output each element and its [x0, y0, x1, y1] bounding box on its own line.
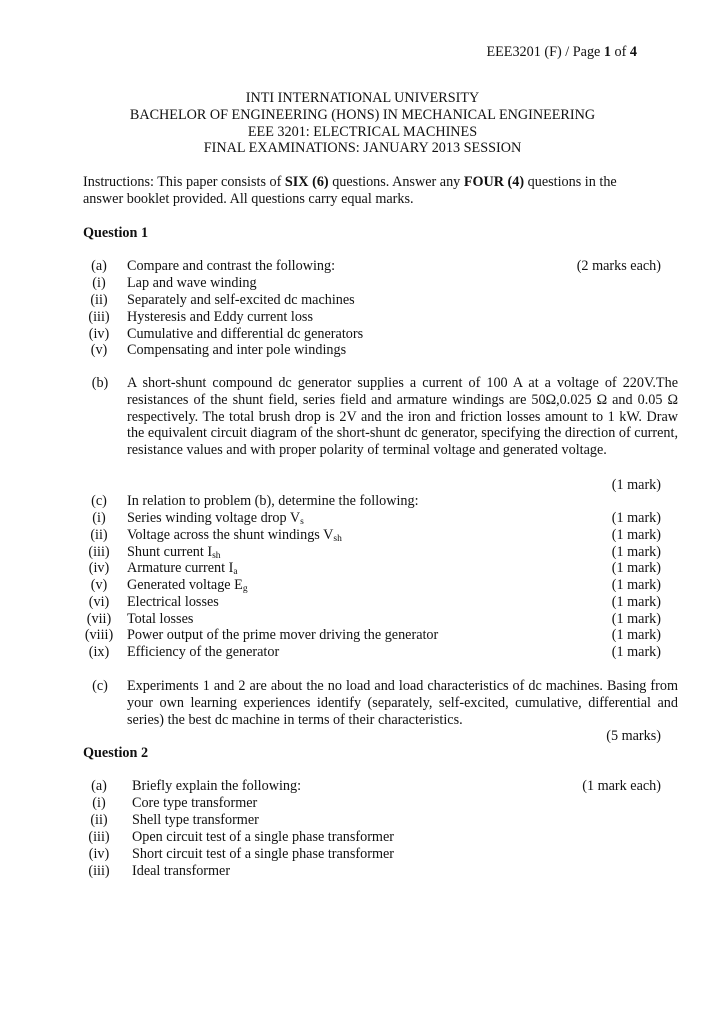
q1c-item: (vi) Electrical losses (1 mark) — [88, 594, 661, 610]
q1a-item: (v) Compensating and inter pole windings — [90, 342, 347, 358]
q1c2-label: (c) — [92, 678, 108, 694]
question-2-title: Question 2 — [83, 745, 149, 761]
q1a-item: (i) Lap and wave winding — [92, 275, 257, 291]
exam-header — [0, 90, 725, 157]
q2a-item: (ii) Shell type transformer — [90, 812, 259, 828]
q2a-item: (iii) Open circuit test of a single phase transformer — [88, 829, 394, 845]
q1a-marks: (2 marks each) — [576, 258, 661, 274]
programme-name: BACHELOR OF ENGINEERING (HONS) IN MECHANICAL ENGINEERING — [129, 106, 596, 123]
q2a-item: (i) Core type transformer — [92, 795, 258, 811]
q1c-item: (viii) Power output of the prime mover driving the generator (1 mark) — [84, 627, 661, 643]
q1c-row — [0, 493, 725, 510]
q2a-label: (a) — [91, 778, 107, 794]
q1a-row — [0, 258, 725, 275]
q1a-item: (iii) Hysteresis and Eddy current loss — [88, 309, 313, 325]
q1b-marks-row — [0, 477, 725, 494]
q1c2-text: Experiments 1 and 2 are about the no load and load characteristics of dc machines. Basing from your own learning experiences identify (separately, self-excited, cumulative, differential and series) the best dc machine in terms of their characteristics. — [127, 678, 678, 728]
q1a-item: (ii) Separately and self-excited dc machines — [90, 292, 355, 308]
q1c-item: (v) Generated voltage $E_g$ (1 mark) — [90, 577, 661, 594]
q1b-label: (b) — [91, 375, 109, 391]
q2a-row — [0, 778, 725, 795]
q1c-item: (iv) Armature current $I_a$ (1 mark) — [88, 560, 661, 577]
q1c-item: (i) Series winding voltage drop $V_s$ (1 mark) — [92, 510, 661, 527]
q2a-text: Briefly explain the following: — [132, 778, 302, 794]
question-1-title: Question 1 — [83, 225, 149, 241]
q1b-text: A short-shunt compound dc generator supplies a current of 100 A at a voltage of 220V.The resistances of the shunt field, series field and armature windings are 50Ω,0.025 Ω and 0.05 Ω respectively. The total brush drop is 2V and the iron and friction losses amount to 1 kW. Draw the equivalent circuit diagram of the short-shunt dc generator, specifying the direction of current, resistance values and with proper polarity of terminal voltage and generated voltage. — [127, 375, 678, 459]
q2a-item: (iv) Short circuit test of a single phase transformer — [88, 846, 394, 862]
q1c2-marks-row — [0, 728, 725, 745]
q1a-text: Compare and contrast the following: — [127, 258, 336, 274]
q1c-text: In relation to problem (b), determine the following: — [127, 493, 419, 509]
q1a-label: (a) — [91, 258, 107, 274]
university-name: INTI INTERNATIONAL UNIVERSITY — [245, 90, 480, 106]
q1c2-marks: (5 marks) — [606, 728, 661, 744]
q1c-item: (iii) Shunt current $I_{sh}$ (1 mark) — [88, 544, 661, 561]
course-name: EEE 3201: ELECTRICAL MACHINES — [247, 123, 478, 140]
page-number: EEE3201 (F) / Page 1 of 4 — [486, 44, 637, 60]
q1c-item: (vii) Total losses (1 mark) — [86, 611, 661, 627]
q2a-item: (iii) Ideal transformer — [88, 863, 231, 879]
q1a-item: (iv) Cumulative and differential dc generators — [88, 326, 364, 342]
instructions: Instructions: This paper consists of SIX (6) questions. Answer any FOUR (4) questions in the answer booklet provided. All questions carry equal marks. — [83, 174, 617, 207]
exam-session: FINAL EXAMINATIONS: JANUARY 2013 SESSION — [203, 140, 522, 157]
q1c-item: (ii) Voltage across the shunt windings $V_{sh}$ (1 mark) — [90, 527, 661, 544]
q2a-marks: (1 mark each) — [582, 778, 661, 794]
q1b-marks: (1 mark) — [611, 477, 661, 493]
q1c-label: (c) — [91, 493, 107, 509]
q1c-item: (ix) Efficiency of the generator (1 mark) — [88, 644, 661, 660]
